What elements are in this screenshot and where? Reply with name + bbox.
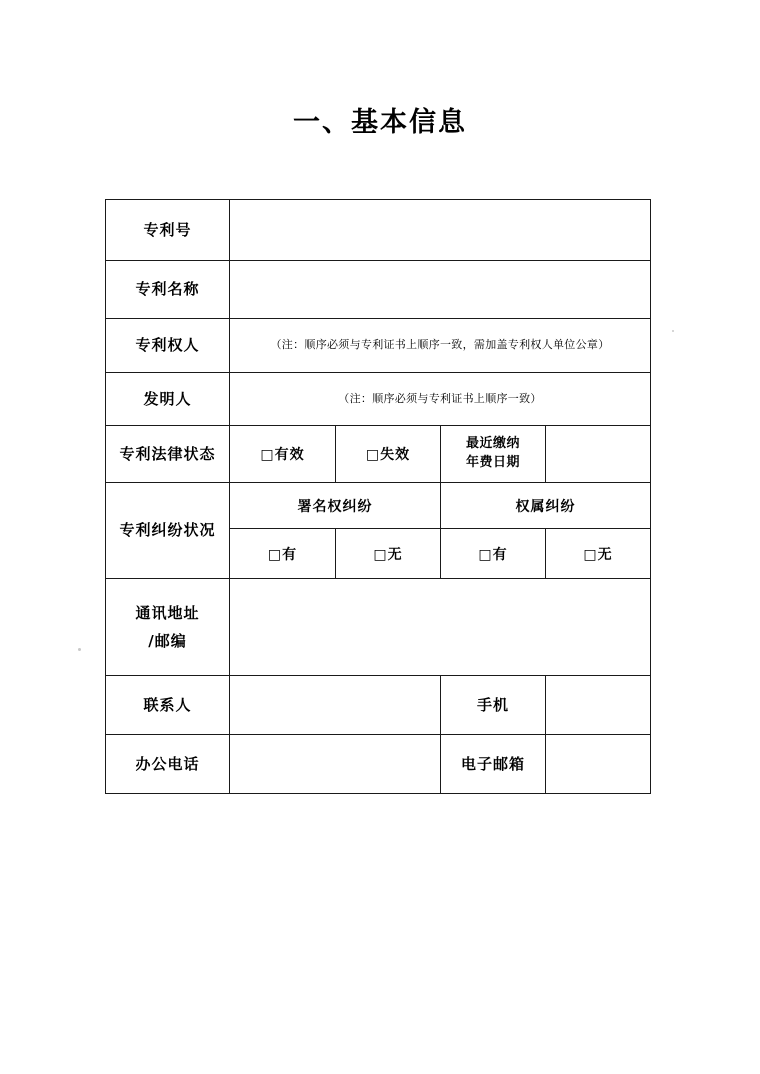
contact-label: 联系人 (106, 676, 230, 735)
contact-field[interactable] (230, 676, 441, 735)
table-row (106, 319, 651, 373)
email-field[interactable] (546, 735, 651, 794)
table-row (106, 261, 651, 319)
patent-name-label: 专利名称 (106, 261, 230, 319)
page-title: 一、基本信息 (293, 107, 467, 138)
last-fee-date-label: 最近缴纳 年费日期 (441, 426, 546, 483)
scan-speck (78, 648, 81, 651)
legal-status-invalid-checkbox[interactable]: □失效 (336, 426, 441, 483)
table-row (106, 735, 651, 794)
dispute-ownership-header: 权属纠纷 (441, 483, 651, 529)
dispute-ownership-no-checkbox[interactable]: □无 (546, 529, 651, 579)
address-label: 通讯地址 /邮编 (106, 579, 230, 676)
patent-number-field[interactable] (230, 200, 651, 261)
table-row (106, 373, 651, 426)
mobile-field[interactable] (546, 676, 651, 735)
basic-info-form (105, 199, 650, 794)
patentee-label: 专利权人 (106, 319, 230, 373)
dispute-signature-yes-checkbox[interactable]: □有 (230, 529, 336, 579)
office-phone-label: 办公电话 (106, 735, 230, 794)
table-row (106, 676, 651, 735)
legal-status-valid-checkbox[interactable]: □有效 (230, 426, 336, 483)
dispute-signature-header: 署名权纠纷 (230, 483, 441, 529)
legal-status-label: 专利法律状态 (106, 426, 230, 483)
basic-info-table (105, 199, 651, 794)
email-label: 电子邮箱 (441, 735, 546, 794)
dispute-ownership-yes-checkbox[interactable]: □有 (441, 529, 546, 579)
inventor-label: 发明人 (106, 373, 230, 426)
patentee-note: （注：顺序必须与专利证书上顺序一致，需加盖专利权人单位公章） (230, 319, 651, 373)
table-row (106, 200, 651, 261)
table-row (106, 483, 651, 529)
dispute-signature-no-checkbox[interactable]: □无 (336, 529, 441, 579)
dispute-label: 专利纠纷状况 (106, 483, 230, 579)
address-field[interactable] (230, 579, 651, 676)
inventor-note: （注：顺序必须与专利证书上顺序一致） (230, 373, 651, 426)
scan-speck (672, 330, 674, 332)
mobile-label: 手机 (441, 676, 546, 735)
patent-name-field[interactable] (230, 261, 651, 319)
office-phone-field[interactable] (230, 735, 441, 794)
table-row (106, 426, 651, 483)
last-fee-date-field[interactable] (546, 426, 651, 483)
table-row (106, 579, 651, 676)
patent-number-label: 专利号 (106, 200, 230, 261)
